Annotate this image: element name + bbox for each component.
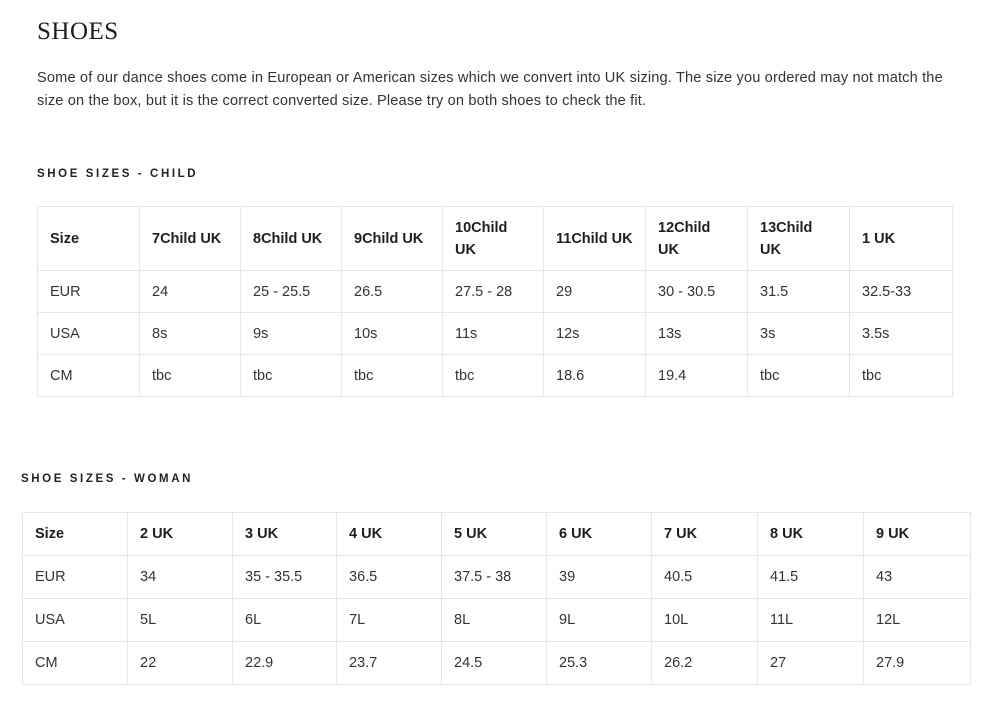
- header-cell: 9Child UK: [342, 207, 443, 271]
- table-cell: 25 - 25.5: [241, 271, 342, 313]
- intro-paragraph: Some of our dance shoes come in European or American sizes which we convert into UK sizing. The size you ordered may not match the size on the box, but it is the correct converted size. Please try on both shoes to check the fit.: [37, 70, 943, 109]
- table-cell: tbc: [342, 355, 443, 397]
- header-cell: 8 UK: [758, 513, 864, 556]
- table-header-row: [23, 513, 971, 556]
- table-row: [23, 556, 971, 599]
- row-label-cell: EUR: [23, 556, 128, 599]
- table-cell: 11s: [443, 313, 544, 355]
- table-cell: 24: [140, 271, 241, 313]
- header-cell: 3 UK: [233, 513, 337, 556]
- table-cell: 12L: [864, 599, 971, 642]
- header-cell: 10Child UK: [443, 207, 544, 271]
- table-cell: 22.9: [233, 642, 337, 685]
- table-cell: 40.5: [652, 556, 758, 599]
- header-cell: 9 UK: [864, 513, 971, 556]
- table-row: [38, 271, 953, 313]
- table-cell: 9s: [241, 313, 342, 355]
- table-cell: 3s: [748, 313, 850, 355]
- header-cell: 4 UK: [337, 513, 442, 556]
- header-cell: 12Child UK: [646, 207, 748, 271]
- table-cell: 37.5 - 38: [442, 556, 547, 599]
- header-cell: 7 UK: [652, 513, 758, 556]
- table-cell: 23.7: [337, 642, 442, 685]
- table-cell: 24.5: [442, 642, 547, 685]
- table-row: [38, 355, 953, 397]
- table-cell: 30 - 30.5: [646, 271, 748, 313]
- table-cell: tbc: [748, 355, 850, 397]
- table-cell: tbc: [850, 355, 953, 397]
- table-row: [23, 599, 971, 642]
- table-cell: 26.5: [342, 271, 443, 313]
- table-cell: 8L: [442, 599, 547, 642]
- child-sizes-heading: SHOE SIZES - CHILD: [37, 168, 199, 180]
- row-label-cell: CM: [38, 355, 140, 397]
- row-label-cell: CM: [23, 642, 128, 685]
- table-cell: 31.5: [748, 271, 850, 313]
- table-cell: 22: [128, 642, 233, 685]
- table-cell: 35 - 35.5: [233, 556, 337, 599]
- table-cell: 11L: [758, 599, 864, 642]
- woman-sizes-heading: SHOE SIZES - WOMAN: [21, 473, 194, 485]
- table-cell: 13s: [646, 313, 748, 355]
- table-cell: 43: [864, 556, 971, 599]
- header-cell: 8Child UK: [241, 207, 342, 271]
- table-cell: 5L: [128, 599, 233, 642]
- table-cell: 39: [547, 556, 652, 599]
- header-cell: 1 UK: [850, 207, 953, 271]
- row-label-cell: USA: [23, 599, 128, 642]
- row-label-cell: EUR: [38, 271, 140, 313]
- table-cell: 27.5 - 28: [443, 271, 544, 313]
- header-cell: 11Child UK: [544, 207, 646, 271]
- table-cell: 12s: [544, 313, 646, 355]
- table-cell: 19.4: [646, 355, 748, 397]
- table-row: [38, 313, 953, 355]
- woman-size-table: [22, 512, 971, 685]
- header-cell: Size: [38, 207, 140, 271]
- table-cell: 10s: [342, 313, 443, 355]
- table-cell: 10L: [652, 599, 758, 642]
- table-cell: 25.3: [547, 642, 652, 685]
- header-cell: Size: [23, 513, 128, 556]
- header-cell: 2 UK: [128, 513, 233, 556]
- table-cell: tbc: [241, 355, 342, 397]
- table-cell: 8s: [140, 313, 241, 355]
- table-cell: 26.2: [652, 642, 758, 685]
- table-cell: tbc: [140, 355, 241, 397]
- table-cell: 6L: [233, 599, 337, 642]
- table-cell: 32.5-33: [850, 271, 953, 313]
- header-cell: 7Child UK: [140, 207, 241, 271]
- table-cell: 18.6: [544, 355, 646, 397]
- table-cell: 9L: [547, 599, 652, 642]
- table-cell: 7L: [337, 599, 442, 642]
- page-title: SHOES: [37, 18, 119, 45]
- table-cell: 27: [758, 642, 864, 685]
- table-cell: 34: [128, 556, 233, 599]
- table-cell: 3.5s: [850, 313, 953, 355]
- table-cell: 36.5: [337, 556, 442, 599]
- row-label-cell: USA: [38, 313, 140, 355]
- header-cell: 5 UK: [442, 513, 547, 556]
- table-row: [23, 642, 971, 685]
- table-cell: 29: [544, 271, 646, 313]
- table-cell: 27.9: [864, 642, 971, 685]
- table-cell: tbc: [443, 355, 544, 397]
- header-cell: 13Child UK: [748, 207, 850, 271]
- table-cell: 41.5: [758, 556, 864, 599]
- table-header-row: [38, 207, 953, 271]
- child-size-table: [37, 206, 953, 397]
- header-cell: 6 UK: [547, 513, 652, 556]
